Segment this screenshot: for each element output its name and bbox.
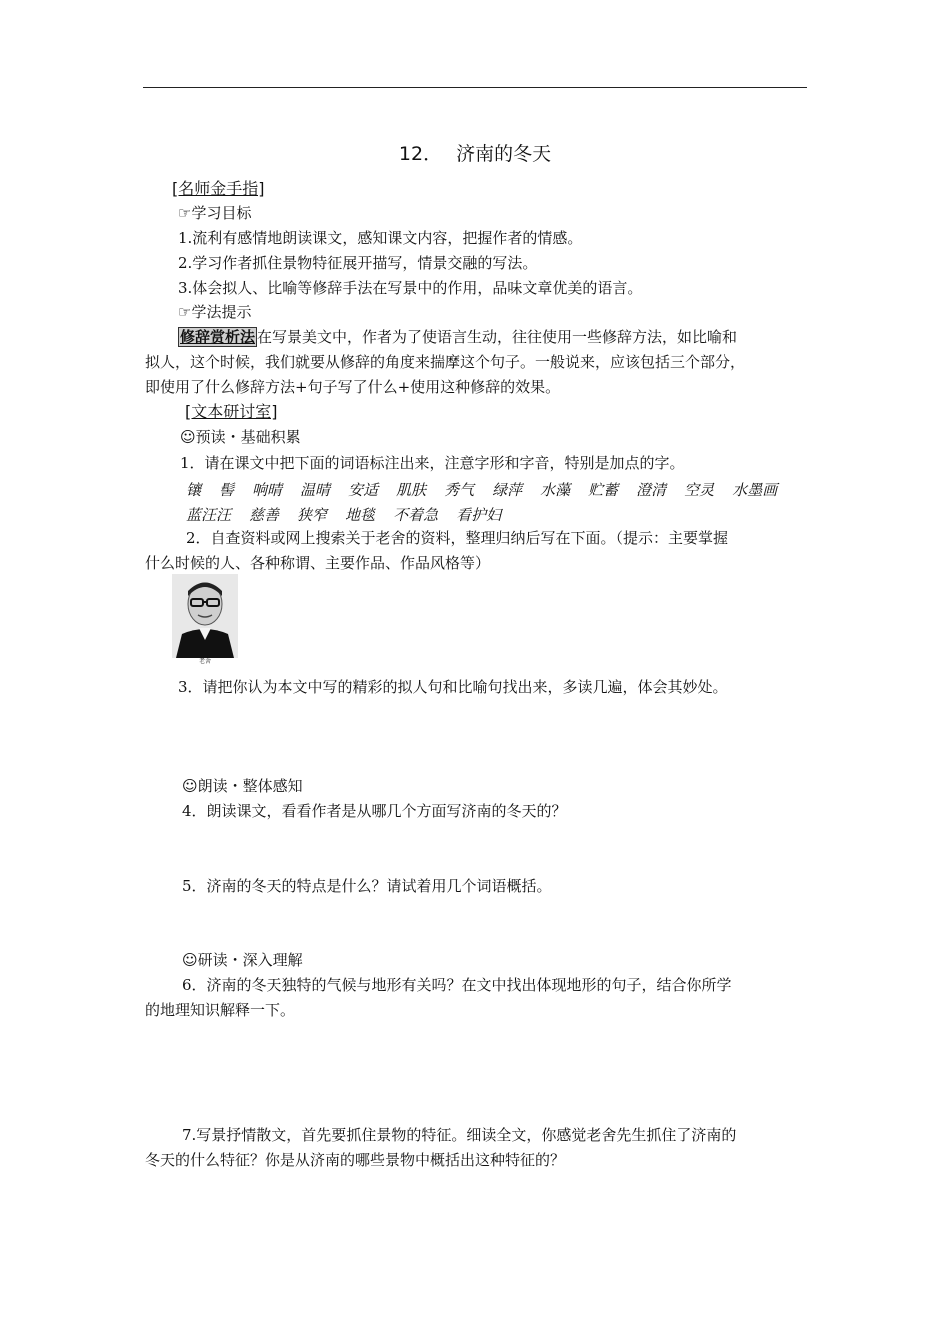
word: 髻 [219, 481, 235, 499]
question-3: 3．请把你认为本文中写的精彩的拟人句和比喻句找出来，多读几遍，体会其妙处。 [178, 678, 728, 696]
word: 看护妇 [456, 506, 502, 524]
question-6-line-2: 的地理知识解释一下。 [145, 1001, 296, 1019]
part-reading-heading: ☺朗读・整体感知 [182, 777, 303, 795]
lesson-number: 12． [398, 143, 443, 165]
question-6-line-1: 6．济南的冬天独特的气候与地形有关吗？在文中找出体现地形的句子，结合你所学 [182, 976, 732, 994]
word: 慈善 [249, 506, 280, 524]
word: 空灵 [684, 481, 715, 499]
word-list-row-1 [186, 479, 777, 500]
question-2-line-2: 什么时候的人、各种称谓、主要作品、作品风格等） [145, 554, 491, 572]
question-5: 5．济南的冬天的特点是什么？请试着用几个词语概括。 [182, 877, 552, 895]
method-line-2: 拟人，这个时候，我们就要从修辞的角度来揣摩这个句子。一般说来，应该包括三个部分， [145, 353, 746, 371]
question-7-line-2: 冬天的什么特征？你是从济南的哪些景物中概括出这种特征的？ [145, 1151, 566, 1169]
word: 地毯 [345, 506, 376, 524]
word-list-row-2 [186, 504, 519, 525]
word: 不着急 [393, 506, 439, 524]
word: 肌肤 [396, 481, 427, 499]
word: 秀气 [444, 481, 475, 499]
question-1: 1．请在课文中把下面的词语标注出来，注意字形和字音，特别是加点的字。 [180, 454, 685, 472]
section-heading-tips: [名师金手指] [172, 179, 265, 198]
word: 贮蓄 [588, 481, 619, 499]
word: 镶 [186, 481, 202, 499]
question-7-line-1: 7.写景抒情散文，首先要抓住景物的特征。细读全文，你感觉老舍先生抓住了济南的 [182, 1126, 737, 1144]
portrait-image [172, 574, 238, 658]
header-rule [143, 87, 807, 88]
question-4: 4．朗读课文，看看作者是从哪几个方面写济南的冬天的？ [182, 802, 567, 820]
goal-2: 2.学习作者抓住景物特征展开描写，情景交融的写法。 [178, 254, 538, 272]
word: 蓝汪汪 [186, 506, 232, 524]
lesson-title: 济南的冬天 [456, 143, 552, 165]
part-deep-heading: ☺研读・深入理解 [182, 951, 303, 969]
goal-heading: ☞学习目标 [178, 204, 252, 222]
word: 狭窄 [297, 506, 328, 524]
word: 安适 [348, 481, 379, 499]
page-title [0, 139, 950, 166]
part-preview-heading: ☺预读・基础积累 [180, 428, 301, 446]
question-2-line-1: 2．自查资料或网上搜索关于老舍的资料，整理归纳后写在下面。（提示：主要掌握 [186, 529, 729, 547]
author-photo [172, 574, 238, 665]
word: 水墨画 [732, 481, 778, 499]
photo-caption: 老舍 [198, 658, 211, 665]
word: 温晴 [300, 481, 331, 499]
word: 水藻 [540, 481, 571, 499]
goal-1: 1.流利有感情地朗读课文，感知课文内容，把握作者的情感。 [178, 229, 583, 247]
section-heading-text-study: [文本研讨室] [185, 402, 278, 421]
word: 澄清 [636, 481, 667, 499]
word: 响晴 [252, 481, 283, 499]
word: 绿萍 [492, 481, 523, 499]
goal-3: 3.体会拟人、比喻等修辞手法在写景中的作用，品味文章优美的语言。 [178, 279, 643, 297]
method-line-3: 即使用了什么修辞方法+句子写了什么+使用这种修辞的效果。 [145, 378, 561, 396]
method-heading: ☞学法提示 [178, 303, 252, 321]
method-label: 修辞赏析法 [180, 328, 256, 346]
method-line-1: 修辞赏析法 在写景美文中，作者为了使语言生动，往往使用一些修辞方法，如比喻和 [180, 328, 738, 346]
